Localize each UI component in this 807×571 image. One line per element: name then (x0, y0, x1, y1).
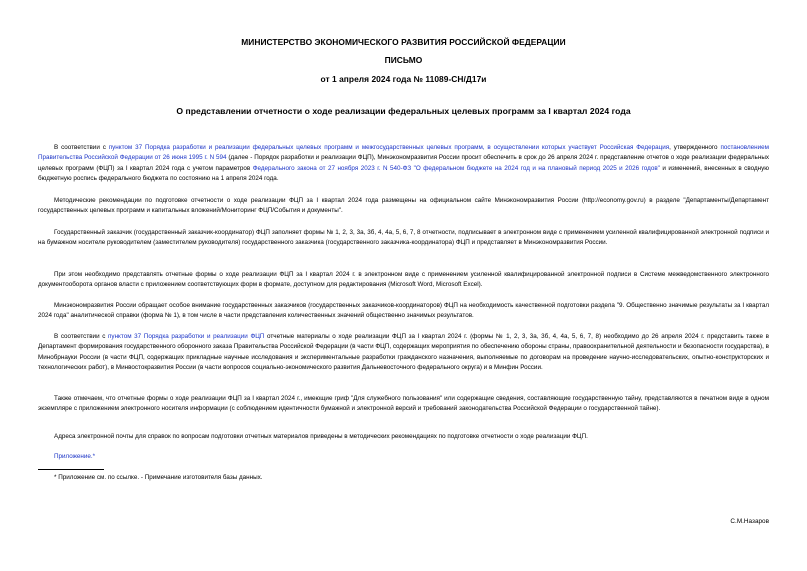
paragraph-7: Также отмечаем, что отчетные формы о ходе реализации ФЦП за I квартал 2024 г., имеющие гриф "Для служебного пользования" или содержащие сведения, составляющие государственную тайну, представляются в печатном виде в одном экземпляре с приложением электронного носителя информации (с соблюдением идентичности бумажной и электронной версий и требований законодательства Российской Федерации о государственной тайне). (38, 395, 769, 413)
paragraph-3: Государственный заказчик (государственный заказчик-координатор) ФЦП заполняет формы № 1, 2, 3, 3а, 3б, 4, 4а, 5, 6, 7, 8 отчетности, подписывает в электронном виде с применением усиленной квалифицированной электронной подписи и на бумажном носителе руководителем (заместителем руководителя) государственного заказчика (государственного заказчика-координатора) ФЦП и представляет в Минэкономразвития России. (38, 229, 769, 247)
link-procedure-point-37-fcp[interactable]: пунктом 37 Порядка разработки и реализации ФЦП (108, 333, 265, 340)
document-subject: О представлении отчетности о ходе реализации федеральных целевых программ за I квартал 2024 года (176, 106, 631, 116)
paragraph-6-text-b: отчетные материалы о ходе реализации ФЦП за I квартал 2024 г. (формы № 1, 2, 3, 3а, 3б, 4, 4а, 5, 6, 7, 8) необходимо до 26 апреля 2024 г. представить также в Департамент формирования государственного оборонного заказа Правительства Российской Федерации (в части ФЦП, содержащих мероприятия по обеспечению обороны страны, правоохранительной деятельности и безопасности государства), в Минобрнауки России (в части ФЦП, содержащих прикладные научные исследования и экспериментальные разработки гражданского назначения, выполняемые по договорам на проведение научно-исследовательских, опытно-конструкторских и технологических работ), в Минвостокразвития России (в части вопросов социально-экономического развития Дальневосточного федерального округа) и в Минфин России. (38, 333, 769, 372)
link-federal-law-540[interactable]: Федерального закона от 27 ноября 2023 г. N 540-ФЗ "О федеральном бюджете на 2024 год и на плановый период 2025 и 2026 годов" (252, 164, 660, 172)
paragraph-4: При этом необходимо представлять отчетные формы о ходе реализации ФЦП за I квартал 2024 г. в электронном виде с применением усиленной квалифицированной электронной подписи в Системе межведомственного электронного документооборота органов власти с приложением соответствующих форм в формате, доступном для редактирования (Microsoft Word, Microsoft Excel). (38, 271, 769, 289)
document-type: ПИСЬМО (384, 55, 423, 65)
paragraph-1-text-a: В соответствии с (54, 144, 109, 151)
ministry-heading: МИНИСТЕРСТВО ЭКОНОМИЧЕСКОГО РАЗВИТИЯ РОССИЙСКОЙ ФЕДЕРАЦИИ (241, 37, 566, 47)
signature: С.М.Назаров (730, 518, 769, 525)
paragraph-1-text-b: , утвержденного (669, 144, 721, 151)
link-procedure-point-37[interactable]: пунктом 37 Порядка разработки и реализации федеральных целевых программ и межгосударственных целевых программ, в осуществлении которых участвует Российская Федерация (108, 144, 670, 151)
footnote-divider (38, 469, 104, 470)
paragraph-6 (38, 332, 769, 374)
link-government-resolution-594[interactable]: постановлением Правительства Российской Федерации от 26 июня 1995 г. N 594 (38, 144, 769, 162)
paragraph-2: Методические рекомендации по подготовке отчетности о ходе реализации ФЦП за I квартал 2024 года размещены на официальном сайте Минэкономразвития России (http://economy.gov.ru) в разделе "Департаменты/Департамент государственных целевых программ и капитальных вложений/Мониторинг ФЦП/События и документы". (38, 197, 769, 215)
paragraph-5: Минэкономразвития России обращает особое внимание государственных заказчиков (государственных заказчиков-координаторов) ФЦП на необходимость качественной подготовки раздела "9. Общественно значимые результаты за I квартал 2024 года" аналитической справки (форма № 1), в том числе в части представления количественных значений общественно значимых результатов. (38, 302, 769, 320)
footnote-text: * Приложение см. по ссылке. - Примечание изготовителя базы данных. (54, 474, 263, 481)
paragraph-8: Адреса электронной почты для справок по вопросам подготовки отчетных материалов приведены в методических рекомендациях по подготовке отчетности о ходе реализации ФЦП. (54, 433, 588, 440)
paragraph-1 (38, 143, 769, 185)
attachment-link[interactable]: Приложение.* (54, 453, 96, 460)
paragraph-1-text-d: и изменений, внесенных в сводную бюджетную роспись федерального бюджета по состоянию на 1 апреля 2024 года. (38, 164, 769, 183)
paragraph-6-text-a: В соответствии с (54, 333, 109, 340)
document-date-number: от 1 апреля 2024 года № 11089-СН/Д17и (320, 74, 487, 84)
paragraph-1-text-c: (далее - Порядок разработки и реализации ФЦП), Минэкономразвития России просит обеспечить в срок до 26 апреля 2024 г. представление отчетов о ходе реализации федеральных целевых программ (ФЦП) за I квартал 2024 года с учетом параметров (38, 154, 769, 172)
